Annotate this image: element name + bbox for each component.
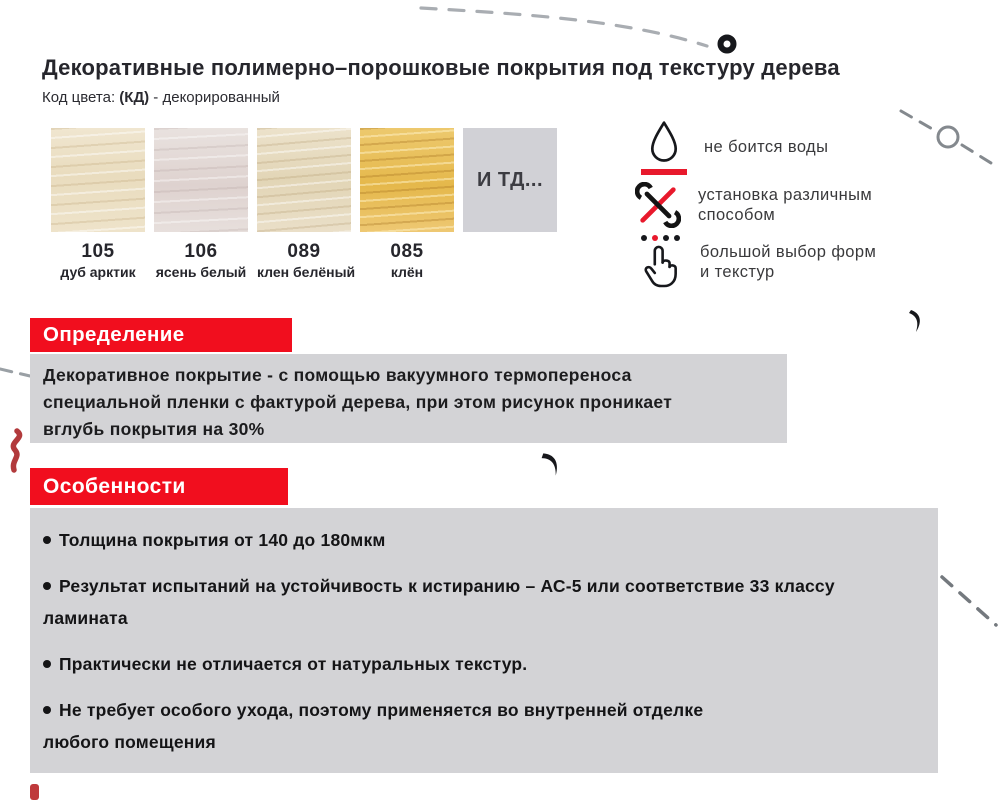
- features-heading: Особенности: [30, 468, 288, 505]
- definition-text-line: Декоративное покрытие - с помощью вакуумного термопереноса: [43, 365, 632, 385]
- squiggle-decor-red: [2, 428, 30, 474]
- wood-texture-swatch: [51, 128, 145, 232]
- swatch-name: клен белёный: [257, 264, 356, 280]
- dashed-arc-decor: [415, 2, 715, 54]
- features-panel: [30, 508, 938, 773]
- feature-bullet: Практически не отличается от натуральных текстур.: [43, 648, 938, 680]
- benefit-label: большой выбор форм и текстур: [700, 242, 877, 281]
- bullet-dot: [43, 536, 51, 544]
- feature-bullet: Не требует особого ухода, поэтому применяется во внутренней отделке любого помещения: [43, 700, 704, 752]
- swatch-089: [257, 128, 356, 280]
- swatch-row: [51, 128, 557, 280]
- tools-icon: [630, 182, 686, 228]
- swatch-106: [154, 128, 248, 280]
- wood-texture-swatch: [360, 128, 454, 232]
- dashed-line-decor-bottom: [938, 572, 1000, 630]
- benefit-variety: [632, 235, 876, 289]
- subtitle-prefix: Код цвета:: [42, 89, 120, 106]
- definition-text-line: специальной пленки с фактурой дерева, при этом рисунок проникает: [43, 392, 673, 412]
- swatch-085: [360, 128, 454, 280]
- swatch-etc: [463, 128, 557, 280]
- subtitle-code: (КД): [119, 89, 150, 106]
- comma-decor-right: [905, 308, 927, 335]
- etc-box: И ТД...: [463, 128, 557, 232]
- definition-text-line: вглубь покрытия на 30%: [43, 419, 265, 439]
- swatch-code: 085: [390, 241, 424, 262]
- tap-hand-icon: [632, 235, 688, 289]
- benefit-water: [636, 120, 828, 175]
- benefit-installation: [630, 182, 872, 228]
- wood-texture-swatch: [257, 128, 351, 232]
- color-code-subtitle: [42, 89, 280, 106]
- bullet-dot: [43, 660, 51, 668]
- dashed-ring-decor: [896, 104, 998, 170]
- water-drop-icon: [636, 120, 692, 175]
- donut-dot-decor: [716, 33, 738, 55]
- definition-panel: [30, 354, 787, 443]
- swatch-code: 106: [184, 241, 218, 262]
- swatch-105: [51, 128, 145, 280]
- benefit-label: не боится воды: [704, 138, 829, 157]
- swatch-code: 089: [287, 241, 321, 262]
- definition-heading: Определение: [30, 318, 292, 352]
- comma-decor-middle: [536, 446, 569, 482]
- page-title: Декоративные полимерно–порошковые покрытия под текстуру дерева: [42, 55, 840, 80]
- swatch-code: 105: [81, 241, 115, 262]
- dots-decor: [641, 235, 680, 241]
- benefit-label: установка различным способом: [698, 185, 873, 224]
- bullet-dot: [43, 582, 51, 590]
- dashes-decor-left: [0, 362, 32, 382]
- feature-bullet: Толщина покрытия от 140 до 180мкм: [43, 524, 938, 556]
- bullet-dot: [43, 706, 51, 714]
- red-bar-decor: [30, 784, 39, 800]
- subtitle-suffix: - декорированный: [149, 89, 280, 106]
- swatch-name: дуб арктик: [60, 264, 136, 280]
- swatch-name: клён: [390, 264, 424, 280]
- swatch-name: ясень белый: [155, 264, 247, 280]
- red-underline: [641, 169, 687, 175]
- wood-texture-swatch: [154, 128, 248, 232]
- feature-bullet: Результат испытаний на устойчивость к истиранию – АС-5 или соответствие 33 классу ламината: [43, 576, 835, 628]
